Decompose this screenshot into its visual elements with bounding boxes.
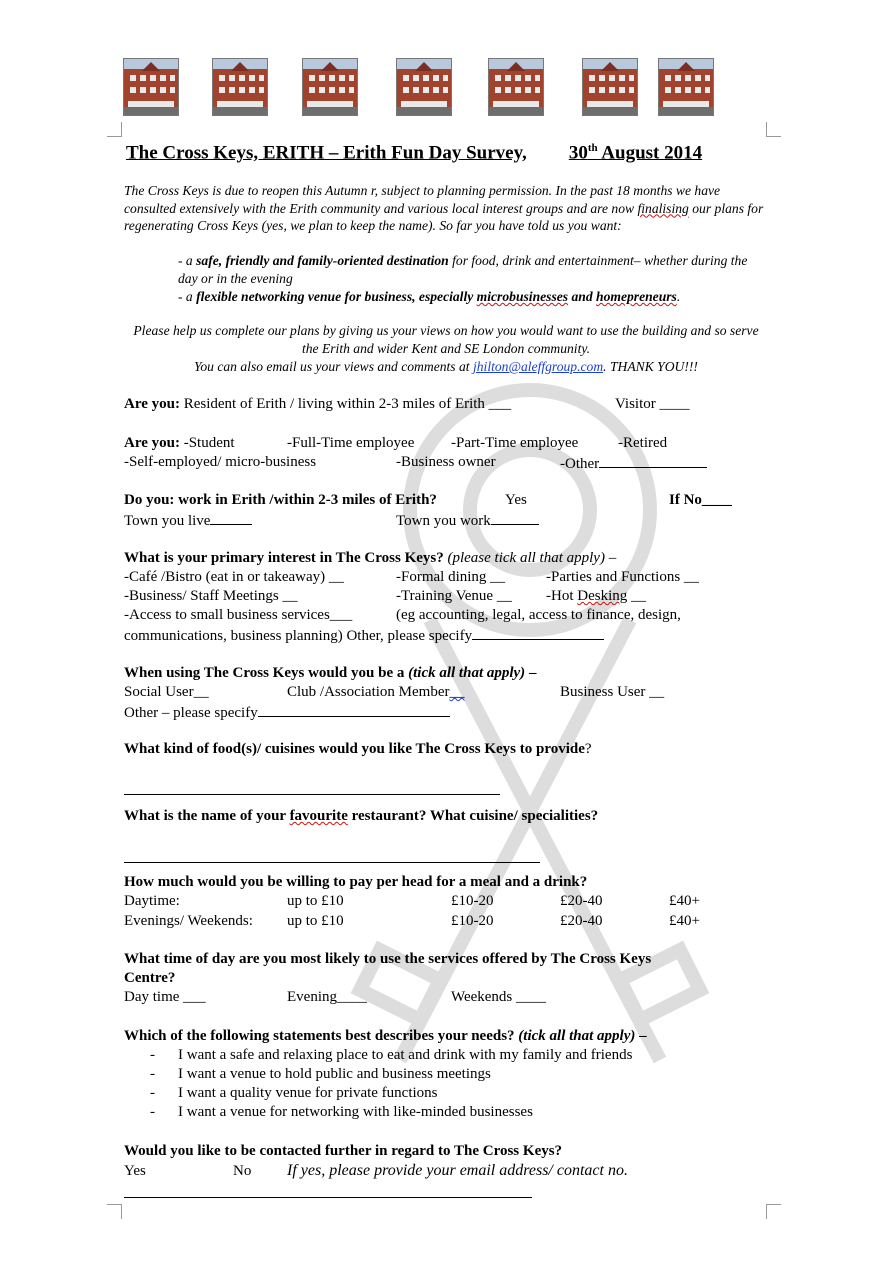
email-link[interactable]: jhilton@aleffgroup.com <box>472 359 604 374</box>
q2-option-business-owner[interactable]: -Business owner <box>396 454 496 470</box>
q11-contact-note: If yes, please provide your email address/ contact no. <box>287 1162 628 1179</box>
margin-corner-mark <box>766 1204 781 1219</box>
margin-corner-mark <box>107 1204 122 1219</box>
q2-option-fulltime[interactable]: -Full-Time employee <box>287 435 415 451</box>
q7-restaurant-question: What is the name of your favourite restaurant? What cuisine/ specialities? <box>124 808 599 824</box>
q5-other-specify-field[interactable]: Other – please specify <box>124 702 450 723</box>
q11-contact-question: Would you like to be contacted further in regard to The Cross Keys? <box>124 1143 563 1159</box>
q5-option-club-member[interactable]: Club /Association Member__ <box>287 684 465 700</box>
q2-option-selfemployed[interactable]: -Self-employed/ micro-business <box>124 454 317 470</box>
q8-option-20-40[interactable]: £20-40 <box>560 893 603 909</box>
q10-bullet: - <box>150 1104 155 1120</box>
q4-option-formal-dining[interactable]: -Formal dining __ <box>396 569 506 585</box>
q5-usage-label: When using The Cross Keys would you be a (tick all that apply) – <box>124 665 537 681</box>
margin-corner-mark <box>107 122 122 137</box>
q4-interest-label: What is your primary interest in The Cross Keys? (please tick all that apply) – <box>124 550 617 566</box>
q4-option-parties[interactable]: -Parties and Functions __ <box>546 569 699 585</box>
q4-other-specify-field[interactable]: communications, business planning) Other, please specify <box>124 625 604 646</box>
intro-paragraph: The Cross Keys is due to reopen this Autumn r, subject to planning permission. In the past 18 months we have consulted extensively with the Erith community and various local interest groups and are now finalising our plans for regenerating Cross Keys (yes, we plan to keep the name). So far you have told us you want: <box>124 183 764 234</box>
q8-option-up-to-10[interactable]: up to £10 <box>287 913 344 929</box>
q8-option-10-20[interactable]: £10-20 <box>451 913 494 929</box>
q1-visitor-option[interactable]: Visitor ____ <box>615 396 690 412</box>
q8-option-up-to-10[interactable]: up to £10 <box>287 893 344 909</box>
q5-option-business-user[interactable]: Business User __ <box>560 684 665 700</box>
q9-option-weekends[interactable]: Weekends ____ <box>451 989 547 1005</box>
intro-bullet-2: - a flexible networking venue for business, especially microbusinesses and homepreneurs. <box>178 289 681 304</box>
q10-needs-question: Which of the following statements best describes your needs? (tick all that apply) – <box>124 1028 647 1044</box>
q11-yes-option[interactable]: Yes <box>124 1163 146 1179</box>
q8-option-20-40[interactable]: £20-40 <box>560 913 603 929</box>
q6-answer-line[interactable] <box>124 794 500 795</box>
building-photo-icon <box>302 58 358 116</box>
q8-row-label: Evenings/ Weekends: <box>124 913 253 929</box>
q2-option-parttime[interactable]: -Part-Time employee <box>451 435 579 451</box>
q10-option-meetings[interactable]: I want a venue to hold public and business meetings <box>178 1066 491 1082</box>
q9-option-daytime[interactable]: Day time ___ <box>124 989 206 1005</box>
q3-town-live-field[interactable]: Town you live <box>124 510 252 531</box>
q7-answer-line[interactable] <box>124 862 540 863</box>
q3-if-no-option[interactable]: If No____ <box>669 492 732 508</box>
q10-bullet: - <box>150 1066 155 1082</box>
q4-option-cafe[interactable]: -Café /Bistro (eat in or takeaway) __ <box>124 569 344 585</box>
q4-services-examples: (eg accounting, legal, access to finance, design, <box>396 607 681 623</box>
q9-time-question: What time of day are you most likely to use the services offered by The Cross Keys <box>124 951 652 967</box>
q8-option-40-plus[interactable]: £40+ <box>669 893 700 909</box>
q4-option-training[interactable]: -Training Venue __ <box>396 588 512 604</box>
page-title: The Cross Keys, ERITH – Erith Fun Day Survey, 30th August 2014 <box>126 142 703 164</box>
q2-occupation-label: Are you: -Student <box>124 435 235 451</box>
q3-yes-option[interactable]: Yes <box>505 492 527 508</box>
building-photo-icon <box>488 58 544 116</box>
q2-option-retired[interactable]: -Retired <box>618 435 668 451</box>
q3-town-work-field[interactable]: Town you work <box>396 510 539 531</box>
q4-option-hot-desking[interactable]: -Hot Desking __ <box>546 588 646 604</box>
q10-bullet: - <box>150 1085 155 1101</box>
building-photo-icon <box>212 58 268 116</box>
q3-work-label: Do you: work in Erith /within 2-3 miles of Erith? <box>124 492 437 508</box>
q9-time-question-cont: Centre? <box>124 970 176 986</box>
q4-option-business-services[interactable]: -Access to small business services___ <box>124 607 353 623</box>
building-photo-icon <box>396 58 452 116</box>
intro-bullet-1: - a safe, friendly and family-oriented destination for food, drink and entertainment– whether during the day or in the evening <box>178 253 748 286</box>
margin-corner-mark <box>766 122 781 137</box>
q8-option-40-plus[interactable]: £40+ <box>669 913 700 929</box>
q9-option-evening[interactable]: Evening____ <box>287 989 367 1005</box>
q6-food-question: What kind of food(s)/ cuisines would you like The Cross Keys to provide? <box>124 741 592 757</box>
q8-price-question: How much would you be willing to pay per head for a meal and a drink? <box>124 874 588 890</box>
q10-bullet: - <box>150 1047 155 1063</box>
q10-option-networking[interactable]: I want a venue for networking with like-minded businesses <box>178 1104 533 1120</box>
q5-option-social-user[interactable]: Social User__ <box>124 684 209 700</box>
intro-email-line: You can also email us your views and comments at jhilton@aleffgroup.com. THANK YOU!!! <box>194 359 698 374</box>
q10-option-family[interactable]: I want a safe and relaxing place to eat and drink with my family and friends <box>178 1047 633 1063</box>
building-photo-icon <box>123 58 179 116</box>
q4-option-meetings[interactable]: -Business/ Staff Meetings __ <box>124 588 298 604</box>
building-photo-icon <box>658 58 714 116</box>
q11-contact-answer-line[interactable] <box>124 1197 532 1198</box>
q2-option-other[interactable]: -Other <box>560 453 707 474</box>
q11-no-option[interactable]: No <box>233 1163 252 1179</box>
building-photo-icon <box>582 58 638 116</box>
q10-option-private-functions[interactable]: I want a quality venue for private functions <box>178 1085 438 1101</box>
q1-residence: Are you: Resident of Erith / living within 2-3 miles of Erith ___ <box>124 396 512 412</box>
q8-row-label: Daytime: <box>124 893 180 909</box>
intro-request: Please help us complete our plans by giving us your views on how you would want to use the building and so serve the Erith and wider Kent and SE London community. <box>133 323 759 356</box>
q8-option-10-20[interactable]: £10-20 <box>451 893 494 909</box>
